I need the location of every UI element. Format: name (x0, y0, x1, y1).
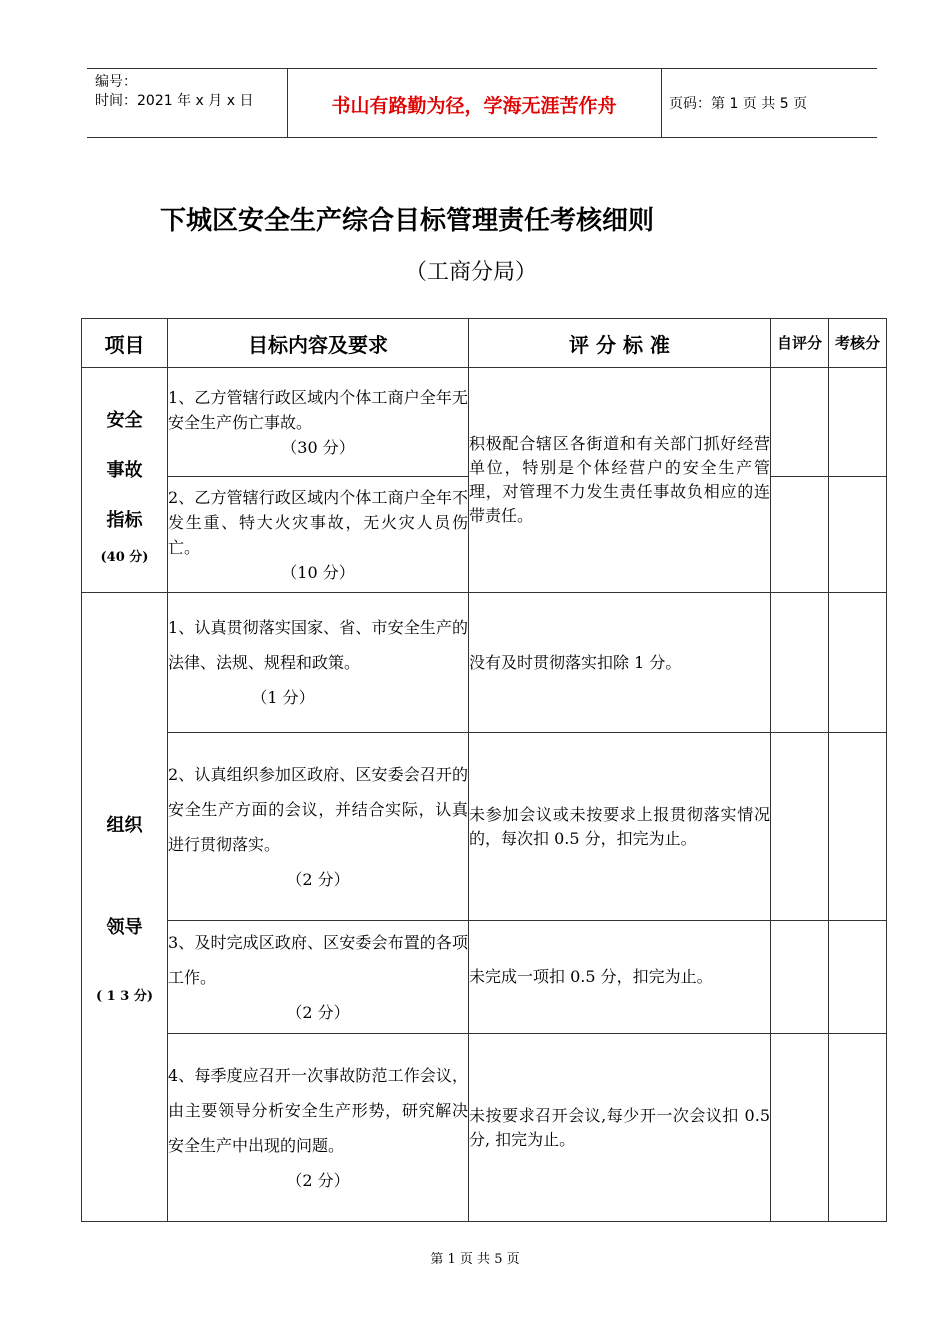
assess-score-cell (829, 1034, 887, 1222)
requirement-points: （2 分） (286, 1002, 350, 1022)
self-score-cell (771, 477, 829, 593)
category-line: 指标 (106, 509, 143, 531)
category-organization-leadership (82, 593, 168, 1222)
standard-cell: 未完成一项扣 0.5 分，扣完为止。 (469, 921, 771, 1034)
header-divider (661, 69, 662, 137)
requirement-text: 4、每季度应召开一次事故防范工作会议，由主要领导分析安全生产形势，研究解决安全生产中出现的问题。 (168, 1065, 468, 1155)
category-score: (40 分) (100, 549, 149, 565)
category-safety-accident (82, 368, 168, 593)
category-score: ( 1 3 分) (96, 988, 153, 1004)
category-line: 领导 (106, 916, 143, 938)
assess-score-cell (829, 368, 887, 477)
table-row (82, 593, 887, 733)
assess-score-cell (829, 477, 887, 593)
assess-score-cell (829, 733, 887, 921)
time-label: 时间：2021 年 x 月 x 日 (95, 93, 254, 109)
self-score-cell (771, 733, 829, 921)
requirement-points: （2 分） (286, 1170, 350, 1190)
requirement-cell (168, 1034, 469, 1222)
page-footer: 第 1 页 共 5 页 (430, 1252, 520, 1267)
category-line: 事故 (106, 459, 143, 481)
standard-cell: 未参加会议或未按要求上报贯彻落实情况的，每次扣 0.5 分，扣完为止。 (469, 733, 771, 921)
requirement-points: （10 分） (281, 562, 355, 582)
assess-score-cell (829, 921, 887, 1034)
table-header-row (82, 319, 887, 368)
requirement-text: 1、乙方管辖行政区域内个体工商户全年无安全生产伤亡事故。 (168, 387, 468, 432)
requirement-cell (168, 593, 469, 733)
self-score-cell (771, 368, 829, 477)
document-title: 下城区安全生产综合目标管理责任考核细则 (160, 206, 655, 236)
requirement-text: 2、认真组织参加区政府、区安委会召开的安全生产方面的会议，并结合实际，认真进行贯彻落实。 (168, 764, 468, 854)
document-subtitle: （工商分局） (405, 260, 538, 285)
header-motto: 书山有路勤为径，学海无涯苦作舟 (331, 95, 617, 117)
table-row (82, 1034, 887, 1222)
self-score-cell (771, 593, 829, 733)
requirement-text: 3、及时完成区政府、区安委会布置的各项工作。 (168, 932, 468, 987)
requirement-cell (168, 733, 469, 921)
header-page-info: 页码：第 1 页 共 5 页 (669, 96, 808, 112)
table-row (82, 733, 887, 921)
category-line: 组织 (106, 814, 143, 836)
assess-score-cell (829, 593, 887, 733)
header-assess-score: 考核分 (829, 319, 887, 368)
header-meta (95, 73, 253, 111)
standard-cell: 没有及时贯彻落实扣除 1 分。 (469, 593, 771, 733)
requirement-cell (168, 477, 469, 593)
standard-cell: 未按要求召开会议,每少开一次会议扣 0.5 分, 扣完为止。 (469, 1034, 771, 1222)
requirement-points: （1 分） (251, 688, 315, 707)
assessment-table (81, 318, 887, 1222)
table-row (82, 368, 887, 477)
self-score-cell (771, 921, 829, 1034)
requirement-cell (168, 921, 469, 1034)
standard-cell: 积极配合辖区各街道和有关部门抓好经营单位，特别是个体经营户的安全生产管理，对管理不力发生责任事故负相应的连带责任。 (469, 368, 771, 593)
table-row (82, 921, 887, 1034)
header-self-score: 自评分 (771, 319, 829, 368)
category-line: 安全 (106, 409, 143, 431)
number-label: 编号： (95, 74, 137, 90)
self-score-cell (771, 1034, 829, 1222)
header-standard: 评 分 标 准 (469, 319, 771, 368)
page-header (87, 68, 877, 138)
header-content: 目标内容及要求 (168, 319, 469, 368)
requirement-points: （2 分） (286, 869, 350, 889)
requirement-text: 1、认真贯彻落实国家、省、市安全生产的法律、法规、规程和政策。 (168, 618, 468, 672)
requirement-cell (168, 368, 469, 477)
requirement-points: （30 分） (281, 437, 355, 457)
requirement-text: 2、乙方管辖行政区域内个体工商户全年不发生重、特大火灾事故，无火灾人员伤亡。 (168, 487, 468, 557)
header-item: 项目 (82, 319, 168, 368)
